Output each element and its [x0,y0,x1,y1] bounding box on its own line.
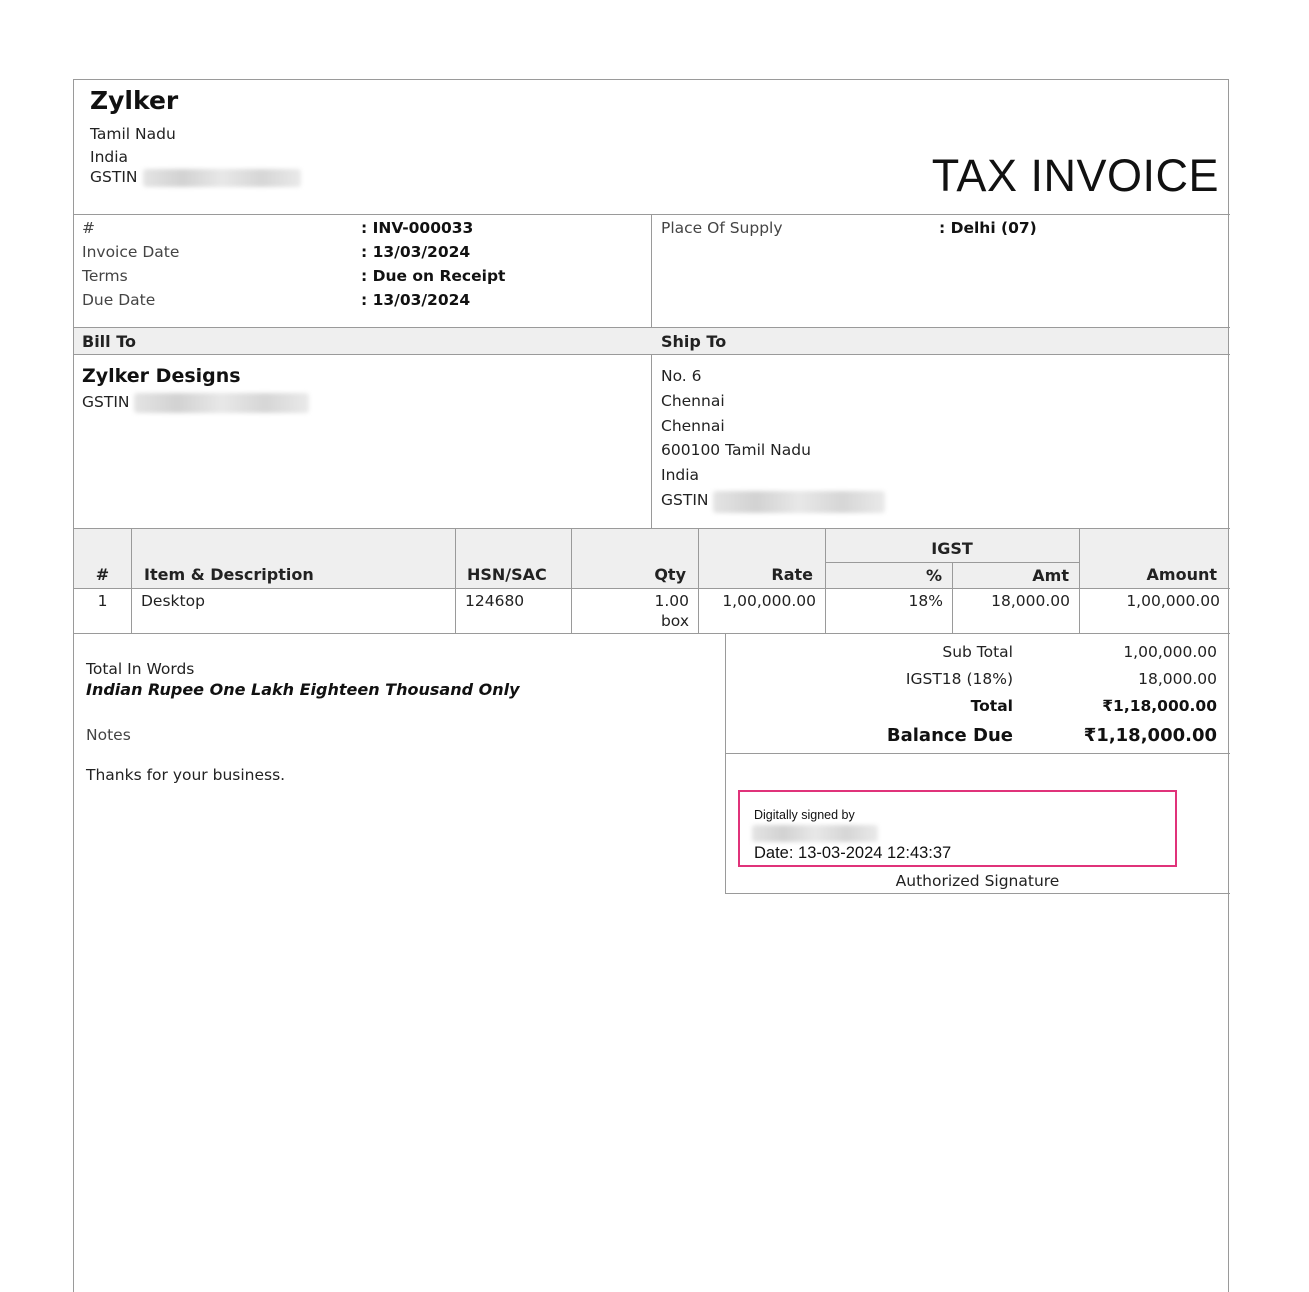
row-igst-pct: 18% [908,592,943,610]
col-header-item: Item & Description [144,565,314,584]
signature-date: Date: 13-03-2024 12:43:37 [754,844,952,862]
ship-to-line: Chennai [661,417,725,435]
signer-name-redacted [752,825,878,842]
bill-to-name: Zylker Designs [82,365,241,387]
col-header-igst: IGST [931,539,973,558]
col-header-qty: Qty [654,565,686,584]
bill-to-gstin-redacted [134,393,309,413]
balance-due-value: ₹1,18,000.00 [1083,725,1217,746]
terms-value: : Due on Receipt [361,267,506,285]
tax-value: 18,000.00 [1138,670,1217,688]
due-date-label: Due Date [82,291,156,309]
company-gstin-redacted [143,169,301,187]
ship-to-line: Chennai [661,392,725,410]
company-gstin-label: GSTIN [90,168,138,186]
company-name: Zylker [90,86,179,115]
ship-to-line: 600100 Tamil Nadu [661,441,811,459]
col-header-amount: Amount [1146,565,1217,584]
bill-to-heading: Bill To [82,332,136,351]
place-of-supply-value: : Delhi (07) [939,219,1037,237]
ship-to-line: India [661,466,700,484]
total-in-words-value: Indian Rupee One Lakh Eighteen Thousand Only [86,680,520,699]
total-value: ₹1,18,000.00 [1102,697,1217,715]
row-hsn: 124680 [465,592,525,610]
ship-to-heading: Ship To [661,332,727,351]
row-num: 1 [97,592,108,610]
bill-to-gstin-label: GSTIN [82,393,130,411]
subtotal-value: 1,00,000.00 [1123,643,1217,661]
company-country: India [90,148,129,166]
col-header-rate: Rate [771,565,813,584]
row-amount: 1,00,000.00 [1126,592,1220,610]
digital-signature-box [738,790,1177,867]
invoice-page [73,79,1229,1292]
row-unit: box [660,612,689,630]
invoice-date-value: : 13/03/2024 [361,243,471,261]
terms-label: Terms [82,267,128,285]
col-header-igst-pct: % [925,566,942,585]
row-rate: 1,00,000.00 [722,592,816,610]
col-header-igst-amt: Amt [1032,566,1069,585]
col-header-num: # [95,565,110,584]
invoice-date-label: Invoice Date [82,243,180,261]
row-qty: 1.00 [654,592,689,610]
document-title: TAX INVOICE [931,150,1219,201]
place-of-supply-label: Place Of Supply [661,219,783,237]
invoice-number-label: # [82,219,95,237]
total-label: Total [970,697,1013,715]
ship-to-line: No. 6 [661,367,702,385]
notes-value: Thanks for your business. [86,766,286,784]
company-state: Tamil Nadu [90,125,176,143]
invoice-number-value: : INV-000033 [361,219,474,237]
ship-to-gstin-label: GSTIN [661,491,709,509]
row-item: Desktop [141,592,205,610]
signed-by-label: Digitally signed by [754,808,855,822]
subtotal-label: Sub Total [942,643,1013,661]
balance-due-label: Balance Due [886,725,1013,746]
notes-label: Notes [86,726,131,744]
row-igst-amt: 18,000.00 [991,592,1070,610]
due-date-value: : 13/03/2024 [361,291,471,309]
ship-to-gstin-redacted [713,491,885,513]
authorized-signature-caption: Authorized Signature [895,872,1060,890]
col-header-hsn: HSN/SAC [467,565,547,584]
tax-label: IGST18 (18%) [905,670,1013,688]
total-in-words-label: Total In Words [86,660,195,678]
